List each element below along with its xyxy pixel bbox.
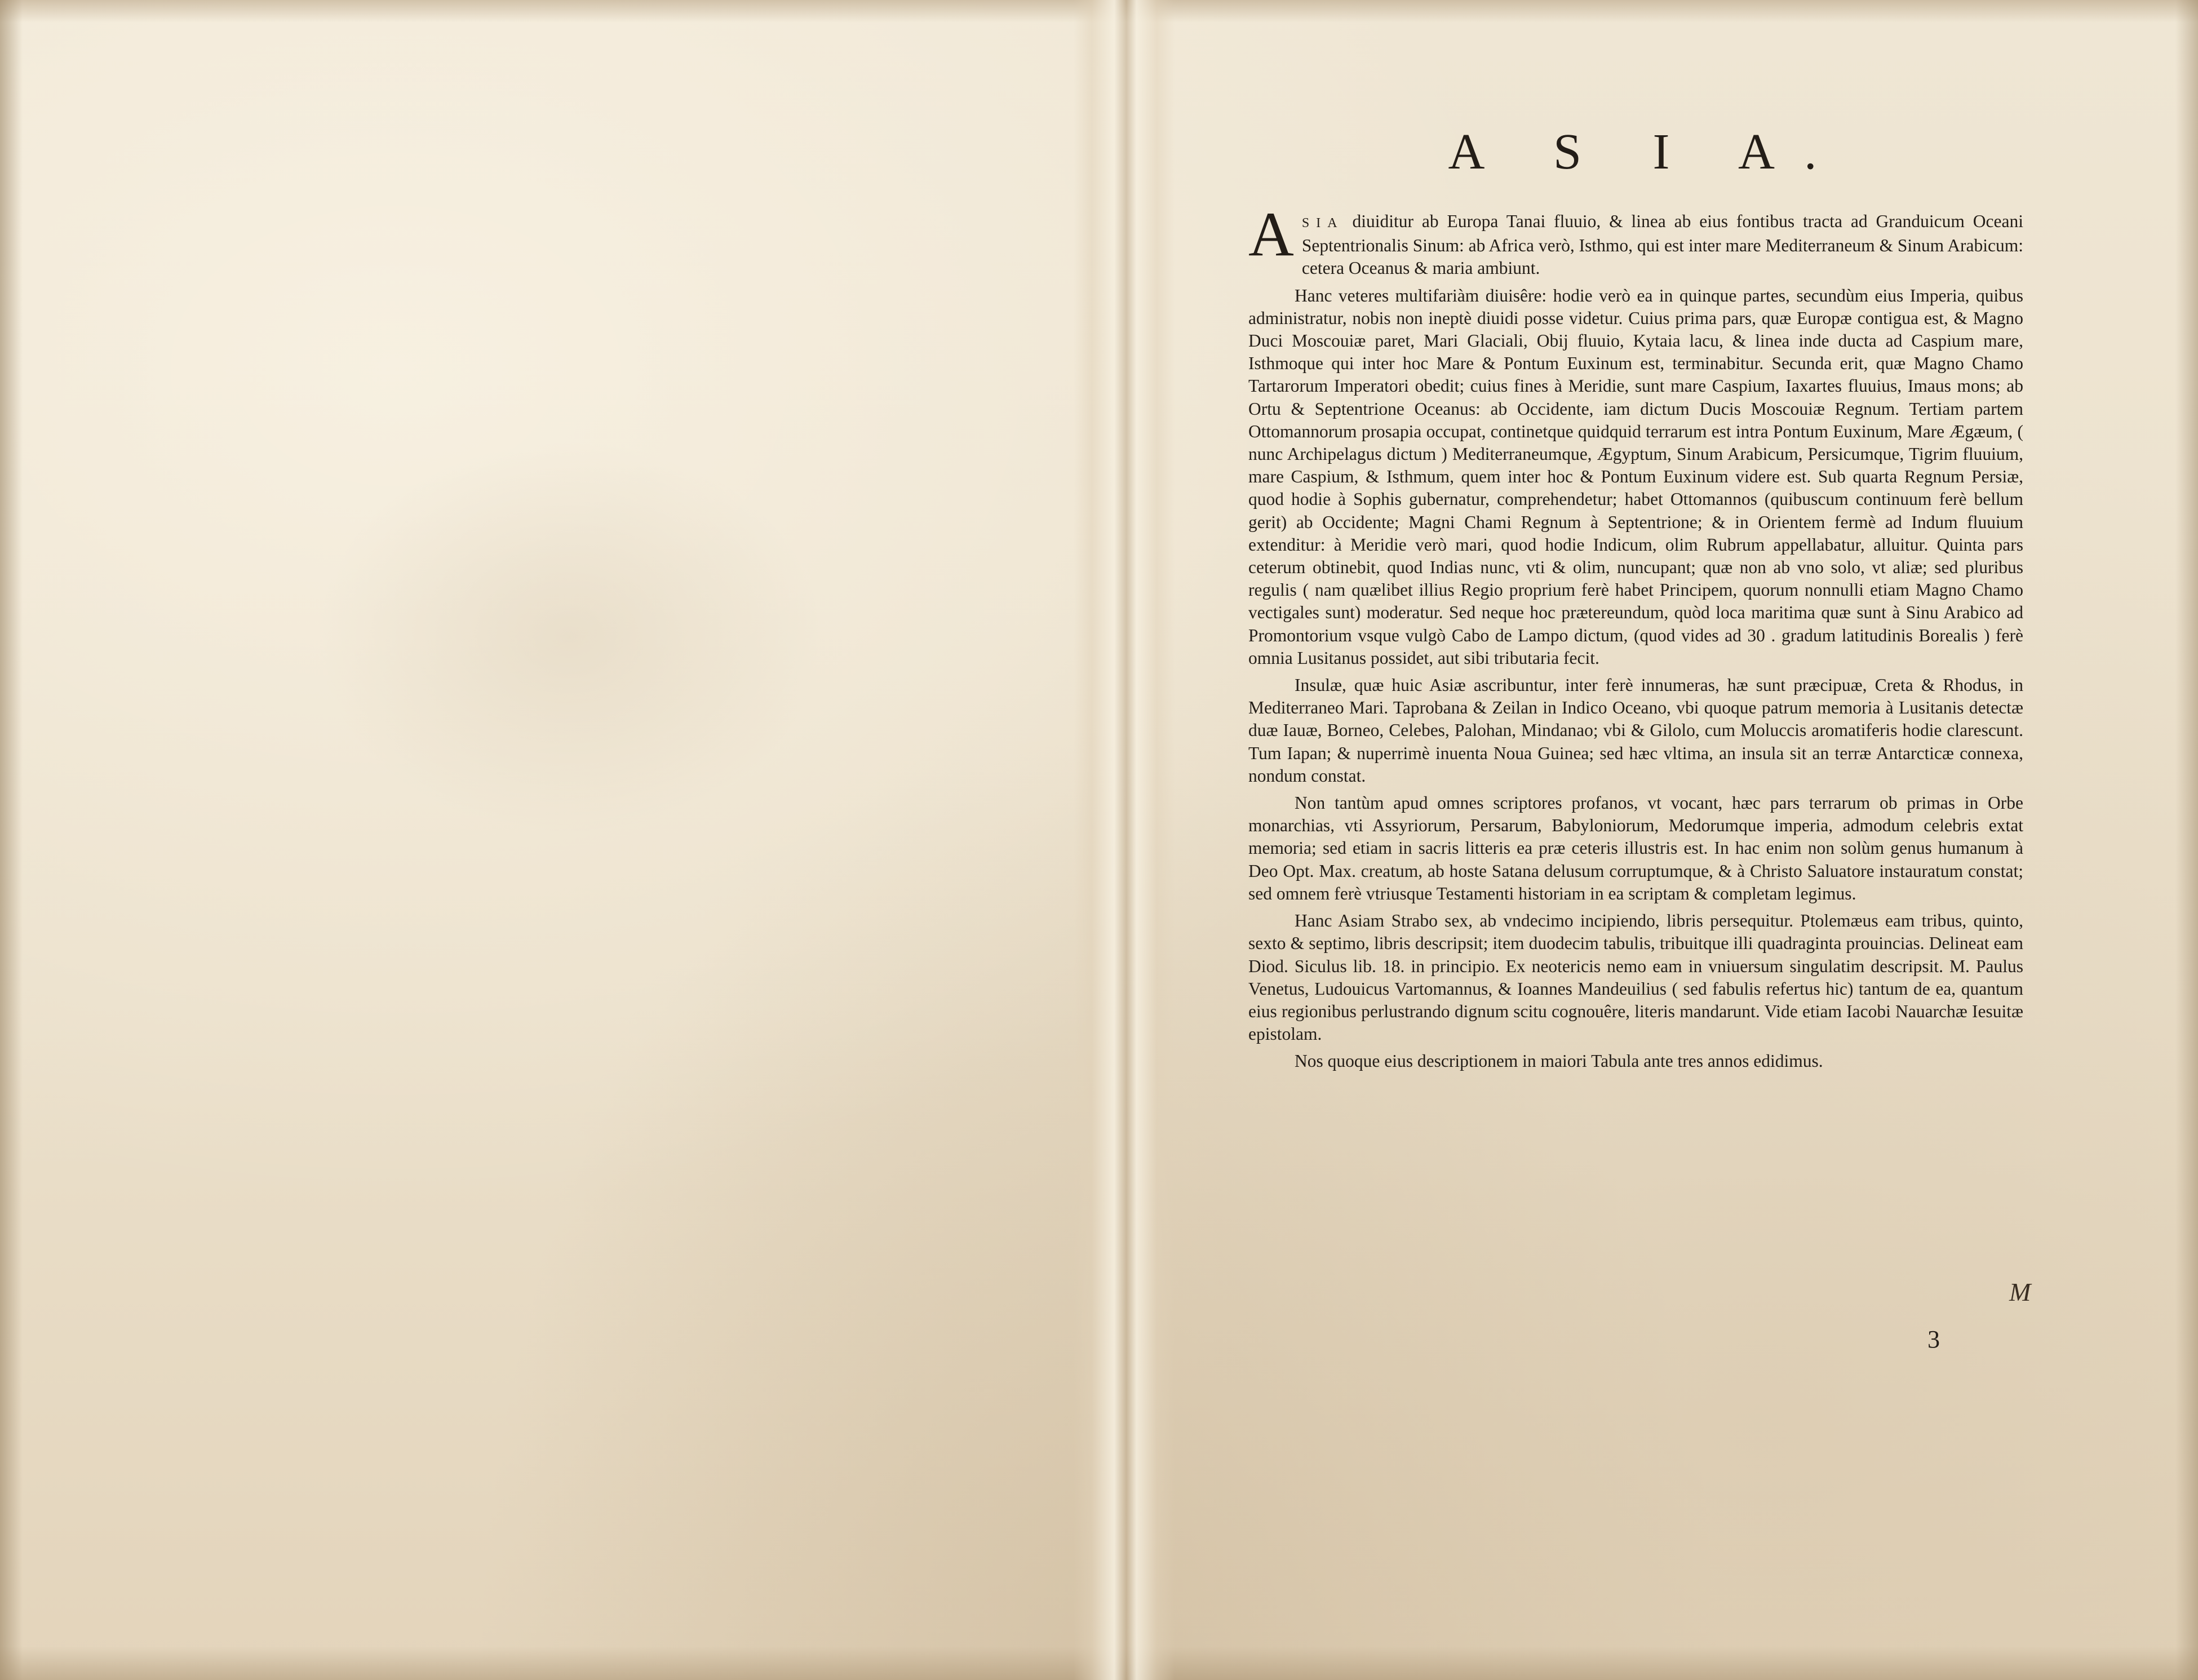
page-number: 3 (1927, 1326, 1940, 1353)
paragraph-2: Hanc veteres multifariàm diuisêre: hodie verò ea in quinque partes, secundùm eius Imperia, quibus administratur, nobis non ineptè diuidi posse videtur. Cuius prima pars, quæ Europæ contigua est, & Magno Duci Moscouiæ paret, Mari Glaciali, Obij fluuio, Kytaia lacu, & linea inde ducta ad Caspium mare, Isthmoque qui inter hoc Mare & Pontum Euxinum est, terminabitur. Secunda erit, quæ Magno Chamo Tartarorum Imperatori obedit; cuius fines à Meridie, sunt mare Caspium, Iaxartes fluuius, Imaus mons; ab Ortu & Septentrione Oceanus: ab Occidente, iam dictum Ducis Moscouiæ Regnum. Tertiam partem Ottomannorum prosapia occupat, continetque quidquid terrarum est intra Pontum Euxinum, Mare Ægæum, ( nunc Archipelagus dictum ) Mediterraneumque, Ægyptum, Sinum Arabicum, Persicumque, Tigrim fluuium, mare Caspium, & Isthmum, quem inter hoc & Pontum Euxinum videre est. Sub quarta Regnum Persiæ, quod hodie à Sophis gubernatur, comprehendetur; habet Ottomannos (quibuscum continuum ferè bellum gerit) ab Occidente; Magni Chami Regnum à Septentrione; & in Orientem fermè ad Indum fluuium extenditur: à Meridie verò mari, quod hodie Indicum, olim Rubrum appellabatur, alluitur. Quinta pars ceterum obtinebit, quod Indias nunc, vti & olim, nuncupant; quæ non ab vno solo, vt aliæ; sed pluribus regulis ( nam quælibet illius Regio proprium ferè habet Principem, quorum nonnulli etiam Magno Chamo vectigales sunt) moderatur. Sed neque hoc prætereundum, quòd loca maritima quæ sunt à Sinu Arabico ad Promontorium vsque vulgò Cabo de Lampo dictum, (quod vides ad 30 . gradum latitudinis Borealis ) ferè omnia Lusitanus possidet, aut sibi tributaria fecit. (1248, 285, 2023, 668)
printers-mark: M (2009, 1278, 2031, 1306)
paragraph-4: Non tantùm apud omnes scriptores profanos, vt vocant, hæc pars terrarum ob primas in Orbe monarchias, vti Assyriorum, Persarum, Babyloniorum, Medorumque imperia, admodum celebris extat memoria; sed etiam in sacris litteris ea præ ceteris illustris est. In hac enim non solùm genus humanum à Deo Opt. Max. creatum, ab hoste Satana delusum corruptumque, & à Christo Saluatore instauratum constat; sed omnem ferè vtriusque Testamenti historiam in ea scriptam & completam legimus. (1248, 793, 2023, 903)
lead-caps: SIA (1301, 216, 1344, 230)
page-title: A S I A. (1448, 124, 1846, 180)
drop-cap: A (1248, 200, 1294, 269)
paper-edge-right (2175, 0, 2198, 1680)
paragraph-1 (1248, 200, 2023, 280)
paragraph-1-text: diuiditur ab Europa Tanai fluuio, & linea ab eius fontibus tracta ad Granduicum Oceani Septentrionalis Sinum: ab Africa verò, Isthmo, qui est inter mare Mediterraneum & Sinum Arabicum: cetera Oceanus & maria ambiunt. (1301, 211, 2023, 278)
paper-edge-left (0, 0, 23, 1680)
paragraph-6: Nos quoque eius descriptionem in maiori Tabula ante tres annos edidimus. (1295, 1051, 1823, 1071)
center-fold (1074, 0, 1175, 1680)
text-column (1248, 124, 2023, 1078)
paper-stain (316, 440, 823, 834)
paragraph-5: Hanc Asiam Strabo sex, ab vndecimo incipiendo, libris persequitur. Ptolemæus eam tribus, quinto, sexto & septimo, libris descripsit; item duodecim tabulis, tribuitque illi quadraginta prouincias. Delineat eam Diod. Siculus lib. 18. in principio. Ex neotericis nemo eam in vniuersum singulatim descripsit. M. Paulus Venetus, Ludouicus Vartomannus, & Ioannes Mandeuilius ( sed fabulis refertus hic) tantum de ea, quantum eius regionibus perlustrando dignum scitu cognouêre, literis mandarunt. Vide etiam Iacobi Nauarchæ Iesuitæ epistolam. (1248, 911, 2023, 1044)
paragraph-3: Insulæ, quæ huic Asiæ ascribuntur, inter ferè innumeras, hæ sunt præcipuæ, Creta & Rhodus, in Mediterraneo Mari. Taprobana & Zeilan in Indico Oceano, vbi quoque patrum memoria à Lusitanis detectæ duæ Iauæ, Borneo, Celebes, Palohan, Mindanao; vbi & Gilolo, cum Moluccis aromatiferis hodie clarescunt. Tum Iapan; & nuperrimè inuenta Noua Guinea; sed hæc vltima, an insula sit an terræ Antarcticæ connexa, nondum constat. (1248, 675, 2023, 786)
